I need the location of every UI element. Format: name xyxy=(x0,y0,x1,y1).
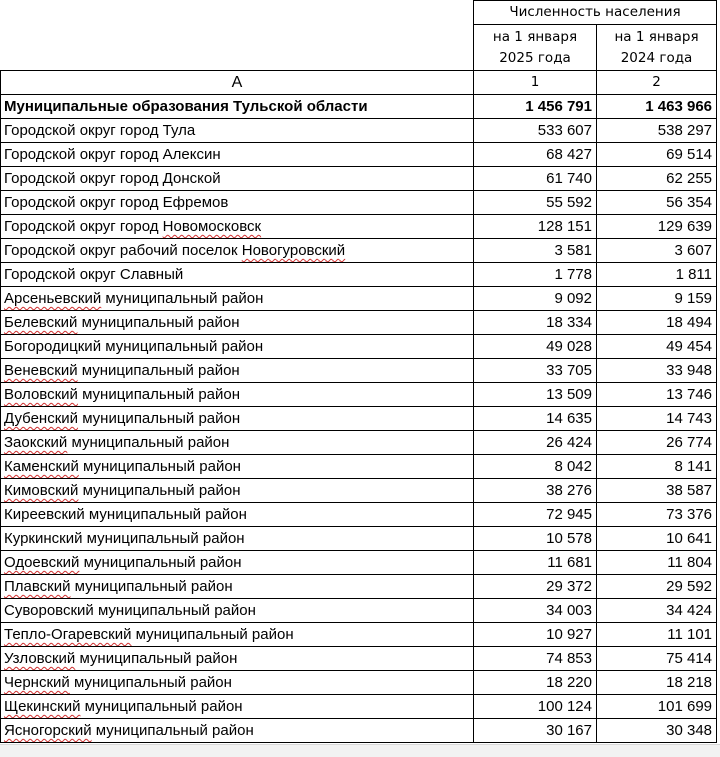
total-2025-cell[interactable]: 1 456 791 xyxy=(474,95,597,119)
population-2024-cell[interactable]: 13 746 xyxy=(597,383,717,407)
population-2025-cell[interactable]: 18 220 xyxy=(474,671,597,695)
population-2025-cell[interactable]: 33 705 xyxy=(474,359,597,383)
header-group-title[interactable]: Численность населения xyxy=(474,1,717,25)
table-row xyxy=(1,719,717,743)
population-2025-cell[interactable]: 10 578 xyxy=(474,527,597,551)
table-row xyxy=(1,239,717,263)
table-row xyxy=(1,455,717,479)
population-2024-cell[interactable]: 14 743 xyxy=(597,407,717,431)
table-row xyxy=(1,335,717,359)
header-row-group xyxy=(1,1,717,25)
header-col-2025-line2: 2025 года xyxy=(499,49,571,66)
index-cell-1[interactable]: 1 xyxy=(474,71,597,95)
population-2025-cell[interactable]: 72 945 xyxy=(474,503,597,527)
population-2025-cell[interactable]: 49 028 xyxy=(474,335,597,359)
population-2024-cell[interactable]: 11 101 xyxy=(597,623,717,647)
population-2024-cell[interactable]: 18 494 xyxy=(597,311,717,335)
spellcheck-flagged-word: Кимовский xyxy=(4,482,79,499)
population-2025-cell[interactable]: 1 778 xyxy=(474,263,597,287)
population-2025-cell[interactable]: 29 372 xyxy=(474,575,597,599)
name-text: муниципальный район xyxy=(80,698,243,715)
municipality-name-cell[interactable] xyxy=(1,431,474,455)
index-cell-2[interactable]: 2 xyxy=(597,71,717,95)
table-row xyxy=(1,551,717,575)
table-row xyxy=(1,143,717,167)
table-row xyxy=(1,479,717,503)
header-col-2024-line2: 2024 года xyxy=(620,49,693,66)
table-row xyxy=(1,503,717,527)
municipality-name-cell[interactable] xyxy=(1,647,474,671)
municipality-name-cell[interactable] xyxy=(1,695,474,719)
municipality-name-cell[interactable] xyxy=(1,239,474,263)
spellcheck-flagged-word: Новогуровский xyxy=(241,242,346,259)
name-text: муниципальный район xyxy=(70,578,233,595)
municipality-name-cell[interactable]: Киреевский муниципальный район xyxy=(1,503,474,527)
header-col-2024[interactable] xyxy=(597,25,717,71)
table-row xyxy=(1,407,717,431)
population-2024-cell[interactable]: 30 348 xyxy=(597,719,717,743)
population-2024-cell[interactable]: 34 424 xyxy=(597,599,717,623)
spellcheck-flagged-word: Веневский xyxy=(4,362,78,379)
name-text: муниципальный район xyxy=(75,650,238,667)
spellcheck-flagged-word: Узловский xyxy=(4,650,76,667)
municipality-name-cell[interactable]: Куркинский муниципальный район xyxy=(1,527,474,551)
municipality-name-cell[interactable]: Городской округ Славный xyxy=(1,263,474,287)
municipality-name-cell[interactable] xyxy=(1,479,474,503)
name-text: муниципальный район xyxy=(91,722,254,739)
table-row xyxy=(1,287,717,311)
municipality-name-cell[interactable]: Городской округ город Ефремов xyxy=(1,191,474,215)
table-row xyxy=(1,383,717,407)
population-2025-cell[interactable]: 533 607 xyxy=(474,119,597,143)
population-2025-cell[interactable]: 55 592 xyxy=(474,191,597,215)
population-2024-cell[interactable]: 33 948 xyxy=(597,359,717,383)
sheet-bottom-edge xyxy=(0,744,720,757)
name-text: муниципальный район xyxy=(69,674,232,691)
table-row xyxy=(1,575,717,599)
population-2024-cell[interactable]: 62 255 xyxy=(597,167,717,191)
municipality-name-cell[interactable] xyxy=(1,407,474,431)
population-2025-cell[interactable]: 9 092 xyxy=(474,287,597,311)
total-name-cell[interactable]: Муниципальные образования Тульской области xyxy=(1,95,474,119)
population-2024-cell[interactable]: 26 774 xyxy=(597,431,717,455)
spellcheck-flagged-word: Белевский xyxy=(4,314,78,331)
municipality-name-cell[interactable] xyxy=(1,575,474,599)
spellcheck-flagged-word: Одоевский xyxy=(4,554,80,571)
total-row xyxy=(1,95,717,119)
spellcheck-flagged-word: Тепло-Огаревский xyxy=(4,626,132,643)
name-text: муниципальный район xyxy=(131,626,294,643)
municipality-name-cell[interactable]: Богородицкий муниципальный район xyxy=(1,335,474,359)
population-2024-cell[interactable]: 8 141 xyxy=(597,455,717,479)
spellcheck-flagged-word: Воловский xyxy=(4,386,78,403)
population-2025-cell[interactable]: 61 740 xyxy=(474,167,597,191)
municipality-name-cell[interactable] xyxy=(1,287,474,311)
header-col-2025-line1: на 1 января xyxy=(492,28,578,45)
name-text: муниципальный район xyxy=(79,554,242,571)
name-text: муниципальный район xyxy=(77,362,240,379)
header-col-2025[interactable] xyxy=(474,25,597,71)
name-text: муниципальный район xyxy=(78,482,241,499)
population-2024-cell[interactable]: 69 514 xyxy=(597,143,717,167)
table-row xyxy=(1,167,717,191)
table-row xyxy=(1,359,717,383)
population-2025-cell[interactable]: 100 124 xyxy=(474,695,597,719)
municipality-name-cell[interactable] xyxy=(1,671,474,695)
table-row xyxy=(1,671,717,695)
municipality-name-cell[interactable] xyxy=(1,719,474,743)
table-row xyxy=(1,647,717,671)
name-text: муниципальный район xyxy=(77,314,240,331)
spellcheck-flagged-word: Ясногорский xyxy=(4,722,92,739)
population-2024-cell[interactable]: 538 297 xyxy=(597,119,717,143)
table-row xyxy=(1,311,717,335)
population-2025-cell[interactable]: 74 853 xyxy=(474,647,597,671)
name-text: Городской округ город xyxy=(4,218,163,235)
population-2024-cell[interactable]: 3 607 xyxy=(597,239,717,263)
spellcheck-flagged-word: Каменский xyxy=(4,458,79,475)
table-row xyxy=(1,263,717,287)
municipality-name-cell[interactable] xyxy=(1,359,474,383)
table-row xyxy=(1,527,717,551)
name-text: Городской округ рабочий поселок xyxy=(4,242,242,259)
index-cell-a[interactable]: А xyxy=(1,71,474,95)
population-2025-cell[interactable]: 34 003 xyxy=(474,599,597,623)
population-2024-cell[interactable]: 9 159 xyxy=(597,287,717,311)
table-row xyxy=(1,599,717,623)
spellcheck-flagged-word: Дубенский xyxy=(4,410,79,427)
population-2024-cell[interactable]: 1 811 xyxy=(597,263,717,287)
municipality-name-cell[interactable] xyxy=(1,623,474,647)
population-2025-cell[interactable]: 18 334 xyxy=(474,311,597,335)
table-row xyxy=(1,119,717,143)
population-2025-cell[interactable]: 30 167 xyxy=(474,719,597,743)
name-text: муниципальный район xyxy=(78,410,241,427)
population-2024-cell[interactable]: 101 699 xyxy=(597,695,717,719)
municipality-name-cell[interactable] xyxy=(1,455,474,479)
name-text: муниципальный район xyxy=(67,434,230,451)
table-row xyxy=(1,215,717,239)
population-2025-cell[interactable]: 10 927 xyxy=(474,623,597,647)
population-2025-cell[interactable]: 13 509 xyxy=(474,383,597,407)
municipality-name-cell[interactable] xyxy=(1,215,474,239)
name-text: муниципальный район xyxy=(101,290,264,307)
municipality-name-cell[interactable] xyxy=(1,311,474,335)
header-col-2024-line1: на 1 января xyxy=(614,28,699,45)
municipality-name-cell[interactable]: Городской округ город Тула xyxy=(1,119,474,143)
spellcheck-flagged-word: Плавский xyxy=(4,578,71,595)
population-2025-cell[interactable]: 14 635 xyxy=(474,407,597,431)
header-blank-cell[interactable] xyxy=(1,1,474,71)
population-2025-cell[interactable]: 38 276 xyxy=(474,479,597,503)
municipality-name-cell[interactable]: Городской округ город Донской xyxy=(1,167,474,191)
population-2024-cell[interactable]: 29 592 xyxy=(597,575,717,599)
table-row xyxy=(1,431,717,455)
population-2024-cell[interactable]: 10 641 xyxy=(597,527,717,551)
population-2024-cell[interactable]: 75 414 xyxy=(597,647,717,671)
spellcheck-flagged-word: Арсеньевский xyxy=(4,290,102,307)
population-2024-cell[interactable]: 18 218 xyxy=(597,671,717,695)
population-2025-cell[interactable]: 128 151 xyxy=(474,215,597,239)
population-2024-cell[interactable]: 49 454 xyxy=(597,335,717,359)
spellcheck-flagged-word: Щекинский xyxy=(4,698,81,715)
population-2025-cell[interactable]: 8 042 xyxy=(474,455,597,479)
name-text: муниципальный район xyxy=(78,458,241,475)
population-2024-cell[interactable]: 73 376 xyxy=(597,503,717,527)
population-2024-cell[interactable]: 11 804 xyxy=(597,551,717,575)
population-2024-cell[interactable]: 129 639 xyxy=(597,215,717,239)
municipality-name-cell[interactable]: Городской округ город Алексин xyxy=(1,143,474,167)
population-2025-cell[interactable]: 26 424 xyxy=(474,431,597,455)
population-2025-cell[interactable]: 11 681 xyxy=(474,551,597,575)
population-2025-cell[interactable]: 3 581 xyxy=(474,239,597,263)
municipality-name-cell[interactable] xyxy=(1,551,474,575)
total-2024-cell[interactable]: 1 463 966 xyxy=(597,95,717,119)
table-row xyxy=(1,191,717,215)
index-row xyxy=(1,71,717,95)
table-row xyxy=(1,623,717,647)
population-2025-cell[interactable]: 68 427 xyxy=(474,143,597,167)
spellcheck-flagged-word: Заокский xyxy=(4,434,68,451)
municipality-name-cell[interactable] xyxy=(1,383,474,407)
table-row xyxy=(1,695,717,719)
spellcheck-flagged-word: Чернский xyxy=(4,674,70,691)
spellcheck-flagged-word: Новомосковск xyxy=(162,218,262,235)
population-2024-cell[interactable]: 56 354 xyxy=(597,191,717,215)
name-text: муниципальный район xyxy=(77,386,241,403)
population-2024-cell[interactable]: 38 587 xyxy=(597,479,717,503)
municipality-name-cell[interactable]: Суворовский муниципальный район xyxy=(1,599,474,623)
